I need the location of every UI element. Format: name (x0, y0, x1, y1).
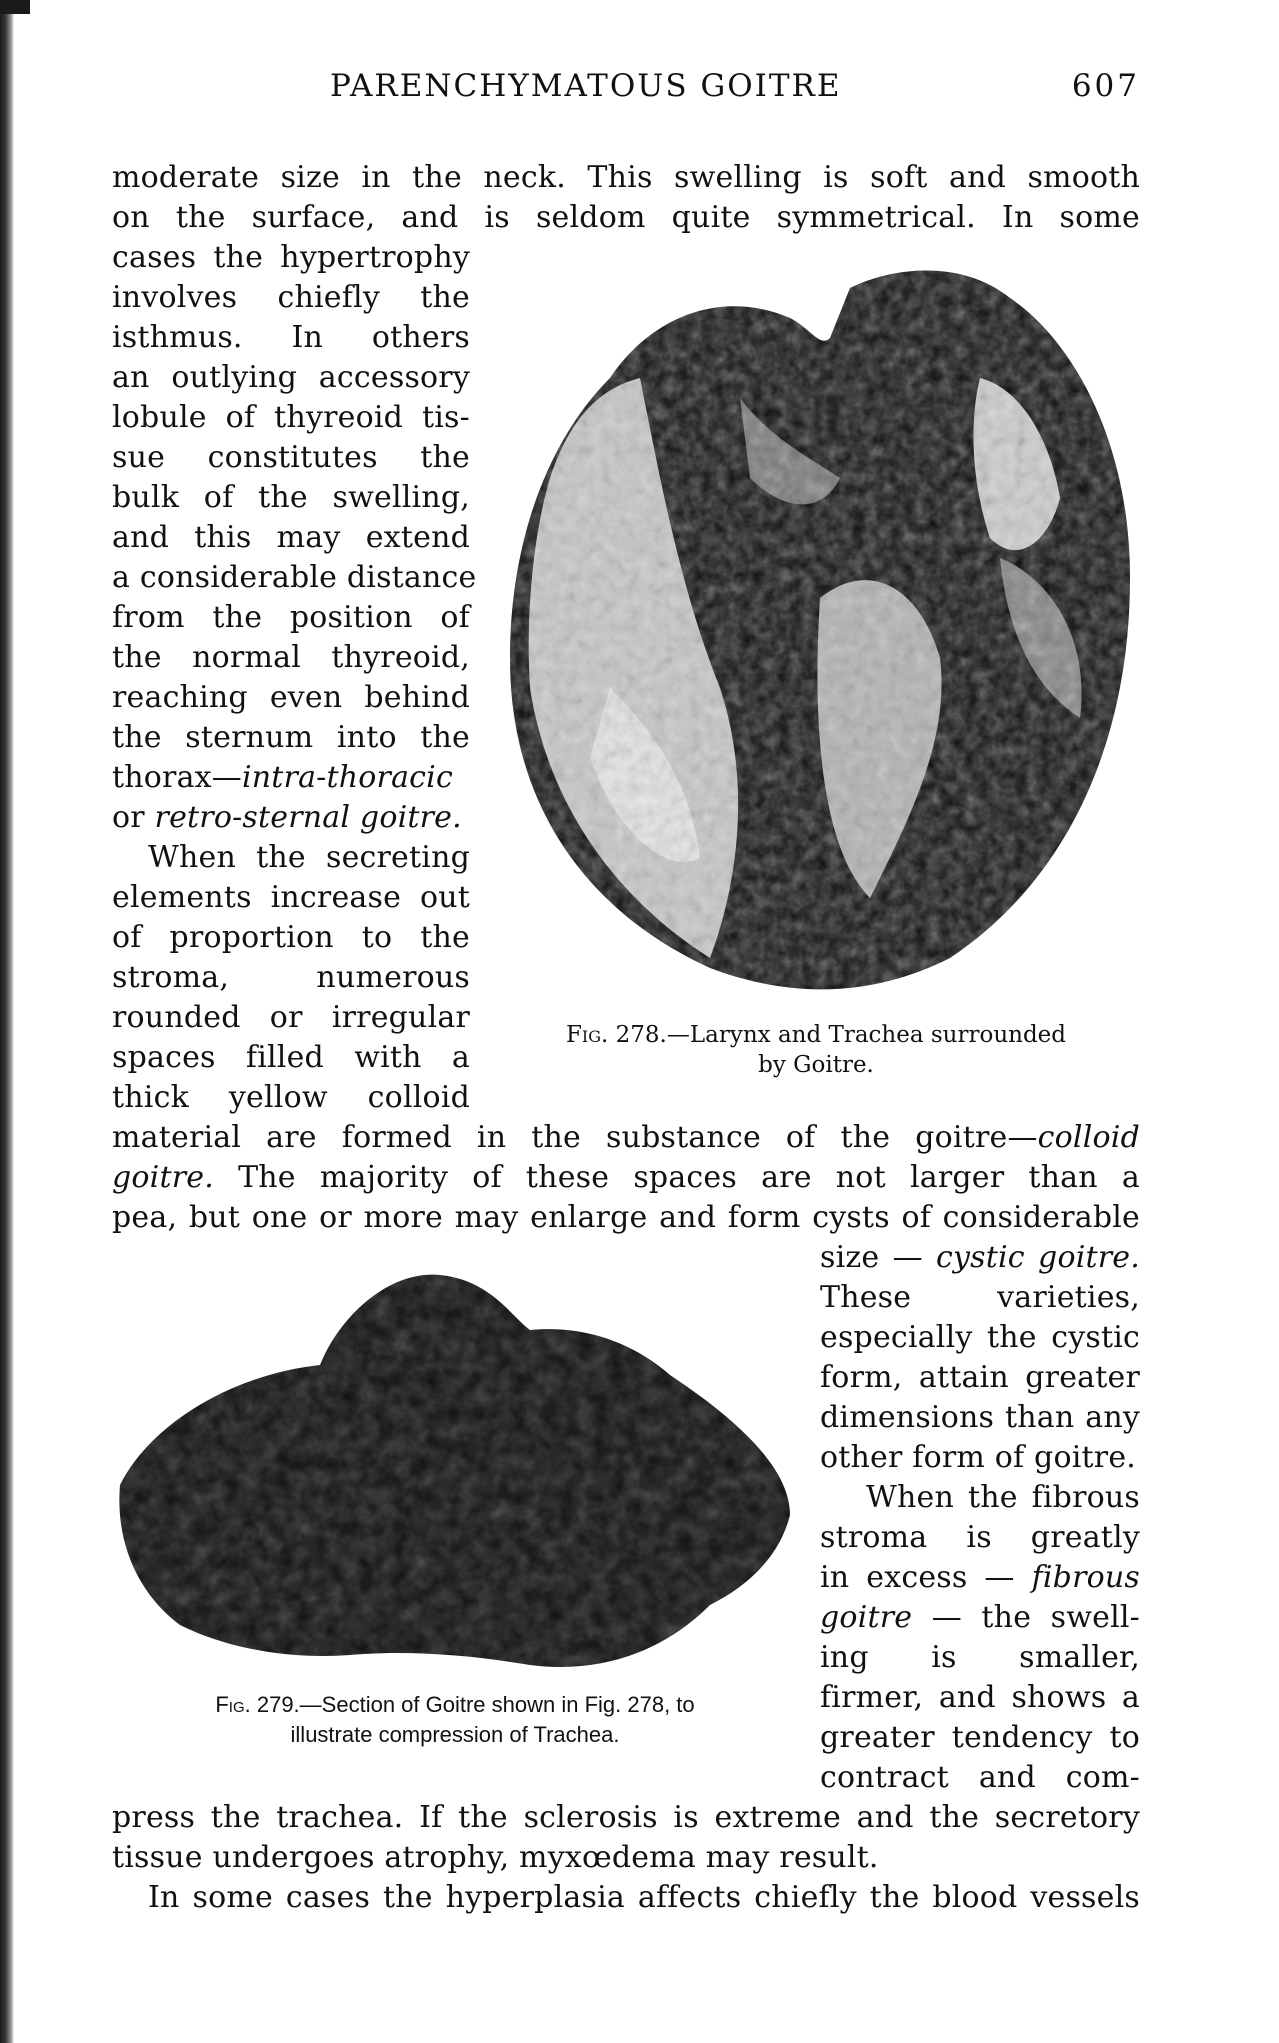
figure-278-caption (496, 1020, 1136, 1080)
body-line: a considerable distance (112, 560, 477, 595)
body-line (820, 1558, 1140, 1598)
body-line: from the position of (112, 600, 470, 635)
paragraph-start-line: When the secreting (148, 840, 470, 875)
body-line (112, 758, 470, 798)
body-line: especially the cystic (820, 1320, 1140, 1355)
italic-term: fibrous (1031, 1560, 1140, 1595)
running-title: PARENCHYMATOUS GOITRE (330, 68, 842, 104)
body-line: form, attain greater (820, 1360, 1140, 1395)
body-line: thick yellow colloid (112, 1080, 470, 1115)
body-line (820, 1238, 1140, 1278)
paragraph-start-line: When the fibrous (866, 1480, 1140, 1515)
body-line: pea, but one or more may enlarge and form cysts of considerable (112, 1200, 1140, 1235)
caption-text: —Section of Goitre shown in Fig. 278, to (299, 1692, 695, 1717)
body-line: stroma, numerous (112, 960, 470, 995)
body-line: on the surface, and is seldom quite symmetrical. In some (112, 200, 1140, 235)
body-line: dimensions than any (820, 1400, 1140, 1435)
text-run: or (112, 800, 155, 835)
body-line: lobule of thyreoid tis- (112, 400, 470, 435)
paragraph-start-line: In some cases the hyperplasia affects chiefly the blood vessels (148, 1880, 1140, 1915)
body-line: greater tendency to (820, 1720, 1140, 1755)
body-line: isthmus. In others (112, 320, 470, 355)
body-line: an outlying accessory (112, 360, 470, 395)
page-number: 607 (1071, 68, 1140, 104)
text-run: size — (820, 1240, 937, 1275)
figure-label: Fig. 278. (565, 1022, 667, 1048)
body-line: tissue undergoes atrophy, myxœdema may result. (112, 1840, 879, 1875)
body-line (112, 1158, 1140, 1198)
body-line: and this may extend (112, 520, 470, 555)
book-spine-corner (0, 0, 30, 14)
text-run: The majority of these spaces are not larger than a (213, 1160, 1140, 1195)
caption-text-line2: illustrate compression of Trachea. (290, 1722, 620, 1747)
body-line: reaching even behind (112, 680, 470, 715)
body-line: elements increase out (112, 880, 470, 915)
body-line (112, 798, 470, 838)
italic-term: goitre. (112, 1160, 214, 1195)
body-line: rounded or irregular (112, 1000, 470, 1035)
italic-term: cystic goitre. (936, 1240, 1140, 1275)
body-line: moderate size in the neck. This swelling is soft and smooth (112, 160, 1140, 195)
text-run: material are formed in the substance of the goitre— (112, 1120, 1038, 1155)
caption-text: —Larynx and Trachea surrounded (666, 1022, 1067, 1048)
body-line: press the trachea. If the sclerosis is extreme and the secretory (112, 1800, 1140, 1835)
body-line: other form of goitre. (820, 1440, 1137, 1475)
italic-term: retro-sternal goitre. (154, 800, 462, 835)
body-line: the normal thyreoid, (112, 640, 470, 675)
figure-279-caption (110, 1690, 800, 1750)
body-line: cases the hypertrophy (112, 240, 470, 275)
figure-label: Fig. 279. (215, 1692, 300, 1717)
body-line: stroma is greatly (820, 1520, 1140, 1555)
body-line: These varieties, (820, 1280, 1140, 1315)
body-line: the sternum into the (112, 720, 470, 755)
text-run: thorax— (112, 760, 242, 795)
running-header (330, 68, 1140, 118)
italic-term: intra-thoracic (241, 760, 453, 795)
book-spine-shadow (0, 0, 14, 2043)
body-line: sue constitutes the (112, 440, 470, 475)
body-line: involves chiefly the (112, 280, 470, 315)
italic-term: colloid (1037, 1120, 1140, 1155)
figure-278-larynx-goitre-photo (490, 258, 1140, 1008)
text-run: — the swell- (912, 1600, 1140, 1635)
body-line: firmer, and shows a (820, 1680, 1140, 1715)
body-line: ing is smaller, (820, 1640, 1140, 1675)
body-line: of proportion to the (112, 920, 470, 955)
body-line: spaces filled with a (112, 1040, 470, 1075)
body-line (820, 1598, 1140, 1638)
figure-279-goitre-section-photo (110, 1255, 800, 1685)
body-line: bulk of the swelling, (112, 480, 470, 515)
text-run: in excess — (820, 1560, 1032, 1595)
italic-term: goitre (820, 1600, 913, 1635)
body-line (112, 1118, 1140, 1158)
body-line: contract and com- (820, 1760, 1140, 1795)
caption-text-line2: by Goitre. (758, 1052, 874, 1078)
